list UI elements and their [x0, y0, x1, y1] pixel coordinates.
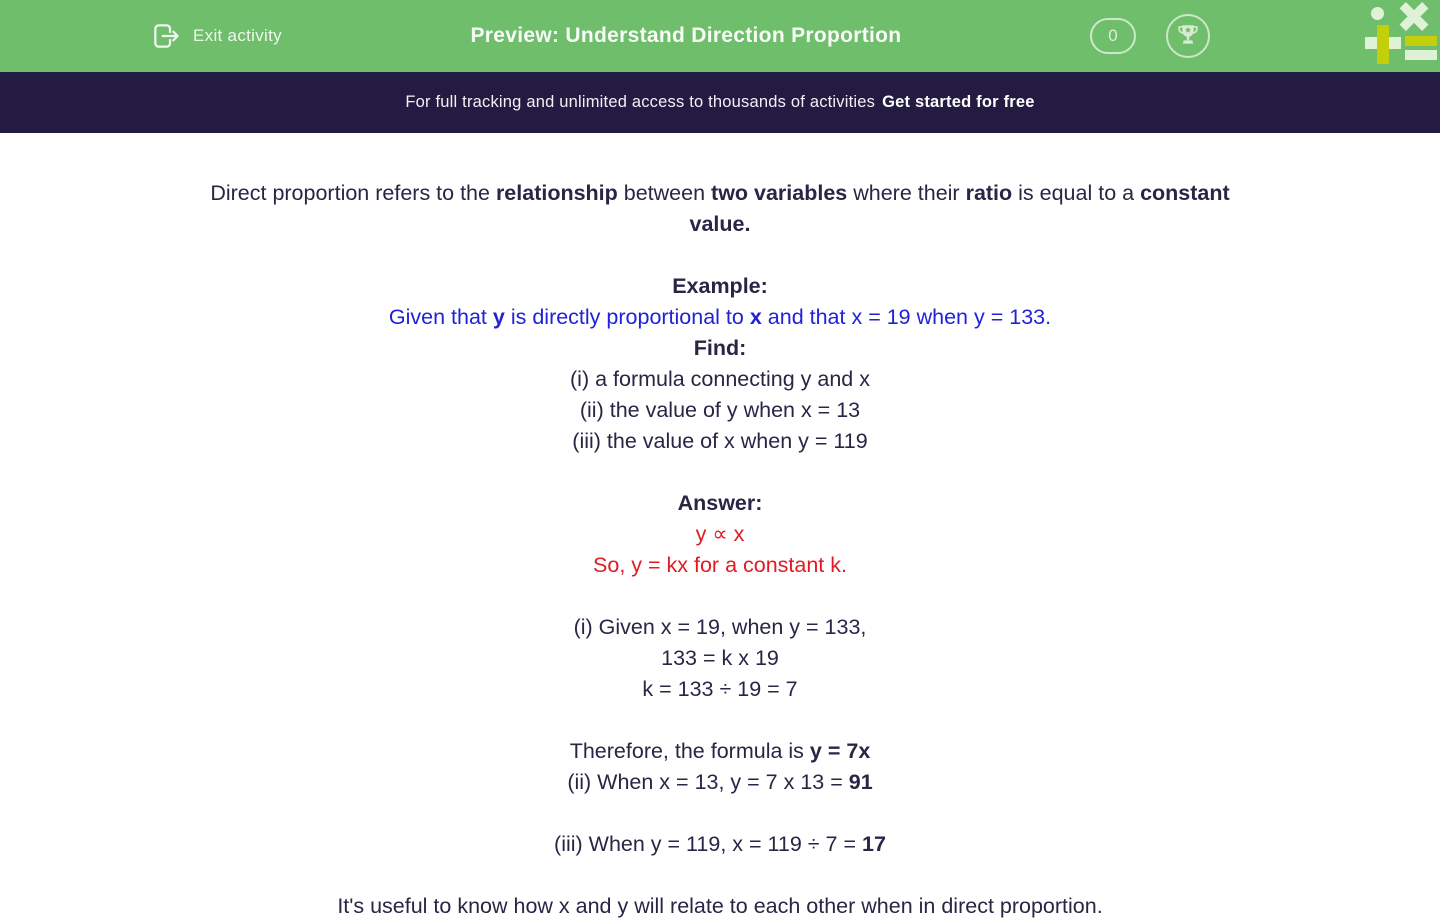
spacer-line	[150, 240, 1290, 271]
spacer-line	[150, 798, 1290, 829]
page-title: Preview: Understand Direction Proportion	[470, 24, 902, 47]
logo-equals-shape	[1405, 36, 1437, 46]
content-line: (ii) When x = 13, y = 7 x 13 = 91	[567, 770, 873, 794]
activity-header	[0, 0, 1440, 72]
content-line: (ii) the value of y when x = 13	[579, 398, 861, 422]
content-line: k = 133 ÷ 19 = 7	[642, 677, 798, 701]
content-line: (iii) When y = 119, x = 119 ÷ 7 = 17	[554, 832, 886, 856]
math-symbols-logo	[1360, 0, 1440, 64]
content-line: value.	[689, 212, 751, 236]
logo-dot-shape	[1371, 7, 1384, 20]
spacer-line	[150, 581, 1290, 612]
content-line: Therefore, the formula is y = 7x	[569, 739, 871, 763]
trophy-icon	[1175, 22, 1201, 51]
header-actions	[1090, 14, 1210, 58]
logo-multiply-shape	[1398, 0, 1430, 32]
banner-text: For full tracking and unlimited access to thousands of activities	[405, 93, 876, 111]
exit-activity-label: Exit activity	[193, 26, 282, 45]
content-line: y ∝ x	[695, 522, 745, 546]
spacer-line	[150, 860, 1290, 891]
upgrade-banner	[0, 72, 1440, 133]
content-line: (iii) the value of x when y = 119	[572, 429, 868, 453]
content-line: 133 = k x 19	[661, 646, 779, 670]
content-line: Given that y is directly proportional to x and that x = 19 when y = 133.	[388, 305, 1052, 329]
spacer-line	[150, 457, 1290, 488]
exit-icon	[150, 20, 182, 52]
spacer-line	[150, 705, 1290, 736]
get-started-link[interactable]: Get started for free	[882, 93, 1035, 111]
content-line: Find:	[693, 336, 747, 360]
content-line: So, y = kx for a constant k.	[593, 553, 847, 577]
content-line: Answer:	[677, 491, 763, 515]
content-line: (i) a formula connecting y and x	[570, 367, 870, 391]
activity-content	[150, 133, 1290, 922]
trophy-button[interactable]	[1166, 14, 1210, 58]
content-line: (i) Given x = 19, when y = 133,	[573, 615, 867, 639]
content-line: It's useful to know how x and y will relate to each other when in direct proportion.	[337, 894, 1103, 918]
content-line: Example:	[672, 274, 768, 298]
logo-plus-shape	[1365, 37, 1401, 49]
score-counter	[1090, 18, 1136, 54]
exit-activity-button[interactable]	[150, 20, 282, 52]
score-value: 0	[1108, 26, 1118, 45]
content-line: Direct proportion refers to the relationship between two variables where their ratio is equal to a constant	[210, 181, 1230, 205]
